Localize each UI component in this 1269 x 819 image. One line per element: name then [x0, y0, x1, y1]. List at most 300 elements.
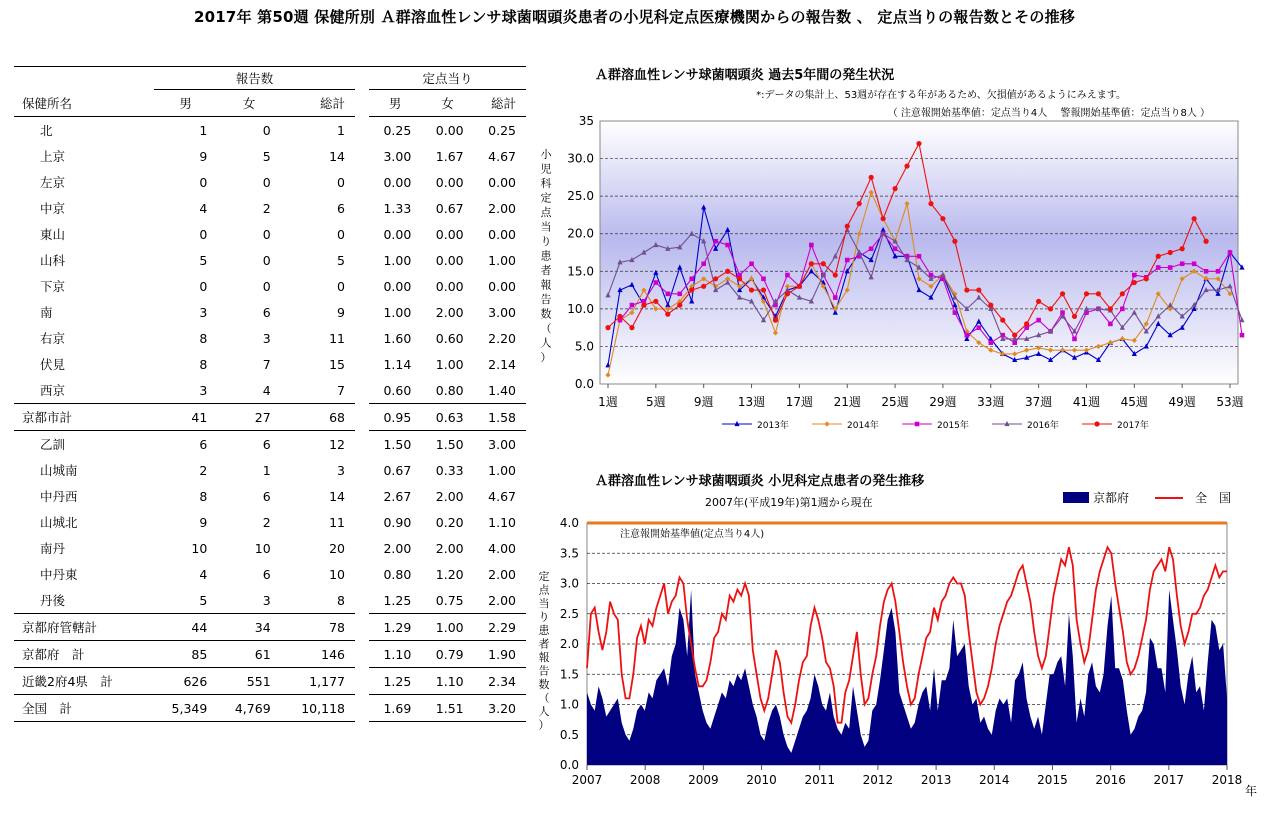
cell-m: 0 [199, 174, 208, 190]
table-row [14, 587, 526, 614]
y-axis-label-char: （ [538, 691, 550, 705]
data-point [964, 287, 969, 292]
legend-label: 2013年 [757, 421, 789, 431]
cell-gap [355, 641, 369, 668]
cell-t: 14 [329, 148, 345, 164]
data-point [677, 303, 682, 308]
cell-pm: 1.10 [369, 641, 421, 668]
y-tick-label: 35 [578, 114, 594, 128]
cell-pm: 2.67 [383, 488, 412, 504]
cell-t: 0 [337, 226, 345, 242]
cell-gap [355, 325, 369, 351]
table-header-group [14, 67, 526, 90]
cell-t: 1 [337, 122, 345, 138]
data-point [977, 325, 982, 330]
cell-gap [355, 668, 369, 695]
cell-gap [355, 169, 369, 195]
data-point [833, 295, 838, 300]
cell-pt: 2.29 [474, 614, 526, 641]
y-axis-label-char: （ [540, 322, 552, 335]
row-name: 北 [40, 123, 53, 138]
cell-pf: 1.20 [435, 566, 464, 582]
data-point [1180, 261, 1185, 266]
header-per-total: 総計 [474, 90, 526, 117]
row-name: 全国 計 [14, 695, 154, 722]
cell-m: 2 [199, 462, 208, 478]
data-point [653, 299, 658, 304]
cell-f: 34 [217, 614, 280, 641]
x-tick-label: 2009 [688, 773, 719, 787]
table-row [14, 273, 526, 299]
data-point [1108, 306, 1113, 311]
y-axis-label-char: 患 [540, 249, 552, 263]
cell-pm: 0.60 [383, 382, 412, 398]
row-name: 上京 [40, 149, 66, 164]
chart2-legend [1063, 490, 1231, 505]
data-point [689, 287, 694, 292]
cell-f: 61 [217, 641, 280, 668]
table-row [14, 117, 526, 144]
data-point [1132, 280, 1137, 285]
cell-pt: 1.90 [474, 641, 526, 668]
data-point [654, 280, 659, 285]
x-tick-label: 2015 [1037, 773, 1068, 787]
cell-t: 11 [329, 330, 345, 346]
data-point [1120, 291, 1125, 296]
cell-pm: 0.67 [383, 462, 412, 478]
cell-t: 1,177 [281, 668, 355, 695]
row-name: 伏見 [40, 357, 66, 372]
y-tick-label: 25.0 [567, 189, 594, 204]
data-point [749, 287, 754, 292]
cell-gap [355, 483, 369, 509]
cell-pf: 0.00 [435, 226, 464, 242]
cell-m: 10 [191, 540, 208, 556]
data-point [1000, 318, 1005, 323]
data-point [940, 216, 945, 221]
data-point [761, 277, 766, 282]
cell-f: 6 [262, 304, 271, 320]
data-point [725, 243, 730, 248]
cell-pf: 1.51 [421, 695, 473, 722]
cell-gap [355, 195, 369, 221]
y-tick-label: 3.5 [559, 546, 579, 561]
cell-pf: 1.67 [435, 148, 464, 164]
data-point [1060, 291, 1065, 296]
row-name: 中京 [40, 201, 66, 216]
y-tick-label: 15.0 [567, 264, 594, 279]
cell-f: 5 [262, 148, 271, 164]
y-tick-label: 0.5 [559, 727, 579, 742]
weekly-chart [540, 58, 1260, 498]
cell-f: 7 [262, 356, 271, 372]
y-axis-label-char: 当 [540, 220, 552, 234]
cell-pm: 0.00 [383, 226, 412, 242]
data-point [1228, 250, 1233, 255]
y-axis-label-char: 定 [538, 570, 550, 583]
data-point [1180, 246, 1185, 251]
y-axis-label-char: 報 [540, 278, 552, 292]
data-point [821, 261, 826, 266]
x-tick-label: 5週 [646, 395, 666, 409]
cell-m: 9 [199, 148, 208, 164]
cell-pf: 1.00 [421, 614, 473, 641]
data-point [749, 261, 754, 266]
data-point [1024, 321, 1029, 326]
cell-gap [355, 457, 369, 483]
data-point [713, 276, 718, 281]
cell-pf: 1.00 [435, 356, 464, 372]
cell-f: 4 [262, 382, 271, 398]
header-name: 保健所名 [14, 90, 154, 117]
cell-f: 0 [262, 226, 271, 242]
cell-pt: 0.00 [488, 226, 516, 242]
cell-pm: 1.25 [383, 592, 412, 608]
legend-marker [915, 422, 920, 427]
cell-pt: 0.00 [488, 174, 516, 190]
data-point [773, 318, 778, 323]
data-point [641, 303, 646, 308]
cell-pf: 1.10 [421, 668, 473, 695]
cell-pf: 0.00 [435, 122, 464, 138]
x-tick-label: 21週 [833, 395, 861, 409]
cell-m: 9 [199, 514, 208, 530]
data-point [713, 239, 718, 244]
x-tick-label: 41週 [1072, 395, 1101, 409]
data-point [605, 325, 610, 330]
row-name: 南丹 [40, 541, 66, 556]
cell-pt: 3.20 [474, 695, 526, 722]
table-row [14, 351, 526, 377]
cell-m: 85 [154, 641, 217, 668]
chart1-note: *:データの集計上、53週が存在する年があるため、欠損値があるようにみえます。 [756, 90, 1126, 101]
table-row [14, 221, 526, 247]
x-tick-label: 2007 [571, 773, 603, 787]
cell-m: 5 [199, 592, 208, 608]
cell-t: 15 [329, 356, 345, 372]
cell-pm: 0.80 [383, 566, 412, 582]
cell-f: 10 [254, 540, 271, 556]
cell-m: 44 [154, 614, 217, 641]
x-tick-label: 53週 [1216, 395, 1244, 409]
cell-f: 3 [262, 592, 271, 608]
cell-pt: 3.00 [488, 436, 516, 452]
data-point [1072, 337, 1077, 342]
data-point [881, 216, 886, 221]
x-unit-label: 年 [1244, 784, 1258, 798]
cell-gap [355, 117, 369, 144]
data-point [976, 287, 981, 292]
cell-t: 6 [337, 200, 345, 216]
data-point [797, 284, 802, 289]
cell-pm: 1.60 [383, 330, 412, 346]
chart1-threshold-note: （ 注意報開始基準値：定点当り4人 警報開始基準値：定点当り8人 ） [887, 108, 1210, 119]
header-per-site-group: 定点当り [369, 67, 526, 90]
y-tick-label: 20.0 [567, 226, 594, 241]
data-point [845, 258, 850, 263]
data-point [1012, 340, 1017, 345]
row-name: 中丹西 [40, 489, 78, 504]
header-female: 女 [217, 90, 280, 117]
data-point [1036, 318, 1041, 323]
cell-gap [355, 377, 369, 404]
cell-pt: 1.00 [488, 462, 516, 478]
cell-gap [355, 351, 369, 377]
cell-pf: 0.63 [421, 404, 473, 431]
y-tick-label: 4.0 [559, 516, 579, 530]
cell-pm: 1.25 [369, 668, 421, 695]
data-point [833, 272, 838, 277]
cell-pt: 1.10 [488, 514, 516, 530]
y-tick-label: 30.0 [567, 151, 594, 166]
header-gap [355, 90, 369, 117]
data-point [1203, 239, 1208, 244]
y-tick-label: 3.0 [559, 576, 579, 591]
row-name: 京都府管轄計 [14, 614, 154, 641]
data-point [785, 273, 790, 278]
data-point [1192, 261, 1197, 266]
table-row [14, 299, 526, 325]
row-name: 山城北 [40, 515, 78, 530]
cell-pt: 0.25 [488, 122, 516, 138]
row-name: 京都府 計 [14, 641, 154, 668]
cell-pf: 0.67 [435, 200, 464, 216]
x-tick-label: 17週 [785, 395, 814, 409]
data-point [809, 243, 814, 248]
cell-gap [355, 614, 369, 641]
data-point [629, 325, 634, 330]
x-tick-label: 45週 [1120, 395, 1148, 409]
header-per-male: 男 [369, 90, 421, 117]
data-point [1240, 333, 1245, 338]
cell-gap [355, 247, 369, 273]
x-tick-label: 1週 [598, 395, 618, 409]
cell-pf: 1.50 [435, 436, 464, 452]
table-row [14, 247, 526, 273]
table-row [14, 641, 526, 668]
data-point [1096, 291, 1101, 296]
cell-pt: 1.00 [488, 252, 516, 268]
data-point [857, 201, 862, 206]
data-point [737, 276, 742, 281]
data-point [1156, 265, 1161, 270]
cell-pm: 0.00 [383, 174, 412, 190]
row-name: 乙訓 [40, 437, 66, 452]
cell-pm: 3.00 [383, 148, 412, 164]
data-point [1048, 306, 1053, 311]
cell-m: 1 [199, 122, 208, 138]
cell-m: 8 [199, 356, 208, 372]
data-point [1036, 299, 1041, 304]
y-axis-label-char: 当 [538, 597, 550, 610]
cell-gap [355, 143, 369, 169]
x-tick-label: 13週 [737, 395, 766, 409]
cell-t: 12 [329, 436, 345, 452]
data-point [1168, 265, 1173, 270]
cell-pm: 1.00 [383, 252, 412, 268]
y-tick-label: 1.5 [559, 667, 579, 682]
cell-pm: 1.29 [369, 614, 421, 641]
table-row [14, 404, 526, 431]
cell-m: 3 [199, 382, 208, 398]
data-point [1012, 333, 1017, 338]
x-tick-label: 25週 [881, 395, 909, 409]
data-point [1108, 322, 1113, 327]
y-axis-label-char: 患 [538, 624, 550, 637]
y-tick-label: 0.0 [574, 377, 594, 391]
header-gap [355, 67, 369, 90]
cell-gap [355, 561, 369, 587]
row-name: 西京 [40, 383, 66, 398]
data-point [952, 239, 957, 244]
header-reports-group: 報告数 [154, 67, 355, 90]
x-tick-label: 2014 [978, 773, 1010, 787]
cell-gap [355, 431, 369, 458]
y-axis-label-char: 点 [540, 206, 552, 219]
data-point [761, 287, 766, 292]
data-point [725, 269, 730, 274]
y-axis-label-char: 小 [540, 148, 552, 161]
cell-f: 2 [262, 514, 271, 530]
cell-f: 551 [217, 668, 280, 695]
data-point [916, 141, 921, 146]
cell-f: 6 [262, 566, 271, 582]
row-name: 中丹東 [40, 567, 78, 582]
data-point [965, 333, 970, 338]
data-point [869, 246, 874, 251]
y-tick-label: 0.0 [559, 758, 579, 772]
cell-pf: 0.20 [435, 514, 464, 530]
cell-pt: 4.67 [488, 488, 516, 504]
legend-item [1082, 419, 1149, 431]
cell-gap [355, 535, 369, 561]
data-point [1072, 314, 1077, 319]
x-tick-label: 2010 [746, 773, 777, 787]
cell-f: 0 [262, 252, 271, 268]
header-male: 男 [154, 90, 217, 117]
cell-t: 8 [337, 592, 345, 608]
cell-t: 20 [329, 540, 345, 556]
y-tick-label: 2.5 [559, 606, 579, 621]
threshold-label: 注意報開始基準値(定点当り4人) [620, 529, 765, 540]
row-name: 京都市計 [14, 404, 154, 431]
data-point [665, 312, 670, 317]
data-point [988, 303, 993, 308]
data-point [988, 340, 993, 345]
y-tick-label: 10.0 [567, 301, 594, 316]
cell-gap [355, 299, 369, 325]
cell-pm: 2.00 [383, 540, 412, 556]
row-name: 山科 [40, 253, 66, 268]
cell-f: 2 [262, 200, 271, 216]
cell-f: 0 [262, 174, 271, 190]
row-name: 左京 [40, 175, 66, 190]
cell-pm: 1.50 [383, 436, 412, 452]
y-tick-label: 5.0 [574, 339, 594, 354]
data-point [617, 314, 622, 319]
report-table [14, 66, 526, 722]
row-name: 近畿2府4県 計 [14, 668, 154, 695]
cell-pf: 2.00 [435, 540, 464, 556]
cell-gap [355, 221, 369, 247]
page-title: 2017年 第50週 保健所別 Ａ群溶血性レンサ球菌咽頭炎患者の小児科定点医療機関からの報告数 、 定点当りの報告数とその推移 [194, 8, 1075, 26]
table-row [14, 695, 526, 722]
x-tick-label: 2018 [1211, 773, 1243, 787]
cell-m: 4 [199, 566, 208, 582]
row-name: 山城南 [40, 463, 78, 478]
cell-m: 41 [154, 404, 217, 431]
table-row [14, 195, 526, 221]
cell-m: 626 [154, 668, 217, 695]
legend-label-national: 全 国 [1195, 491, 1232, 505]
data-point [809, 261, 814, 266]
table-row [14, 431, 526, 458]
cell-pt: 2.20 [488, 330, 516, 346]
data-point [869, 175, 874, 180]
cell-m: 6 [199, 436, 208, 452]
cell-t: 9 [337, 304, 345, 320]
y-axis-label-char: 点 [538, 583, 550, 597]
cell-f: 0 [262, 122, 271, 138]
cell-t: 3 [337, 462, 345, 478]
cell-pt: 4.67 [488, 148, 516, 164]
cell-pm: 1.00 [383, 304, 412, 320]
cell-m: 0 [199, 226, 208, 242]
trend-chart [535, 470, 1265, 815]
y-axis-label-char: り [538, 610, 550, 624]
cell-m: 5,349 [154, 695, 217, 722]
cell-t: 10 [329, 566, 345, 582]
table-row [14, 483, 526, 509]
cell-pt: 1.40 [488, 382, 516, 398]
cell-f: 1 [262, 462, 271, 478]
cell-gap [355, 273, 369, 299]
cell-gap [355, 404, 369, 431]
row-name: 右京 [40, 331, 66, 346]
cell-pt: 1.58 [474, 404, 526, 431]
legend-label: 2016年 [1027, 421, 1059, 431]
cell-pf: 0.79 [421, 641, 473, 668]
x-tick-label: 2016 [1095, 773, 1126, 787]
table-row [14, 509, 526, 535]
cell-pt: 2.14 [488, 356, 516, 372]
chart2-title: Ａ群溶血性レンサ球菌咽頭炎 小児科定点患者の発生推移 [595, 474, 925, 489]
chart1-plot-area [600, 121, 1238, 384]
header-blank [14, 67, 154, 90]
table-row [14, 535, 526, 561]
data-point [1144, 276, 1149, 281]
data-point [1216, 269, 1221, 274]
cell-f: 27 [217, 404, 280, 431]
table-row [14, 561, 526, 587]
cell-pm: 0.95 [369, 404, 421, 431]
y-axis-label-char: り [540, 235, 552, 248]
cell-pm: 0.25 [383, 122, 412, 138]
row-name: 東山 [40, 227, 66, 242]
cell-f: 6 [262, 436, 271, 452]
row-name: 下京 [40, 279, 66, 294]
cell-f: 4,769 [217, 695, 280, 722]
cell-t: 146 [281, 641, 355, 668]
data-point [1132, 273, 1137, 278]
legend-marker [824, 421, 829, 426]
legend-label: 2017年 [1117, 421, 1149, 431]
x-tick-label: 33週 [977, 395, 1005, 409]
table-row [14, 169, 526, 195]
y-axis-label-char: 報 [538, 651, 550, 664]
y-axis-label-char: 児 [540, 162, 552, 176]
table-row [14, 325, 526, 351]
